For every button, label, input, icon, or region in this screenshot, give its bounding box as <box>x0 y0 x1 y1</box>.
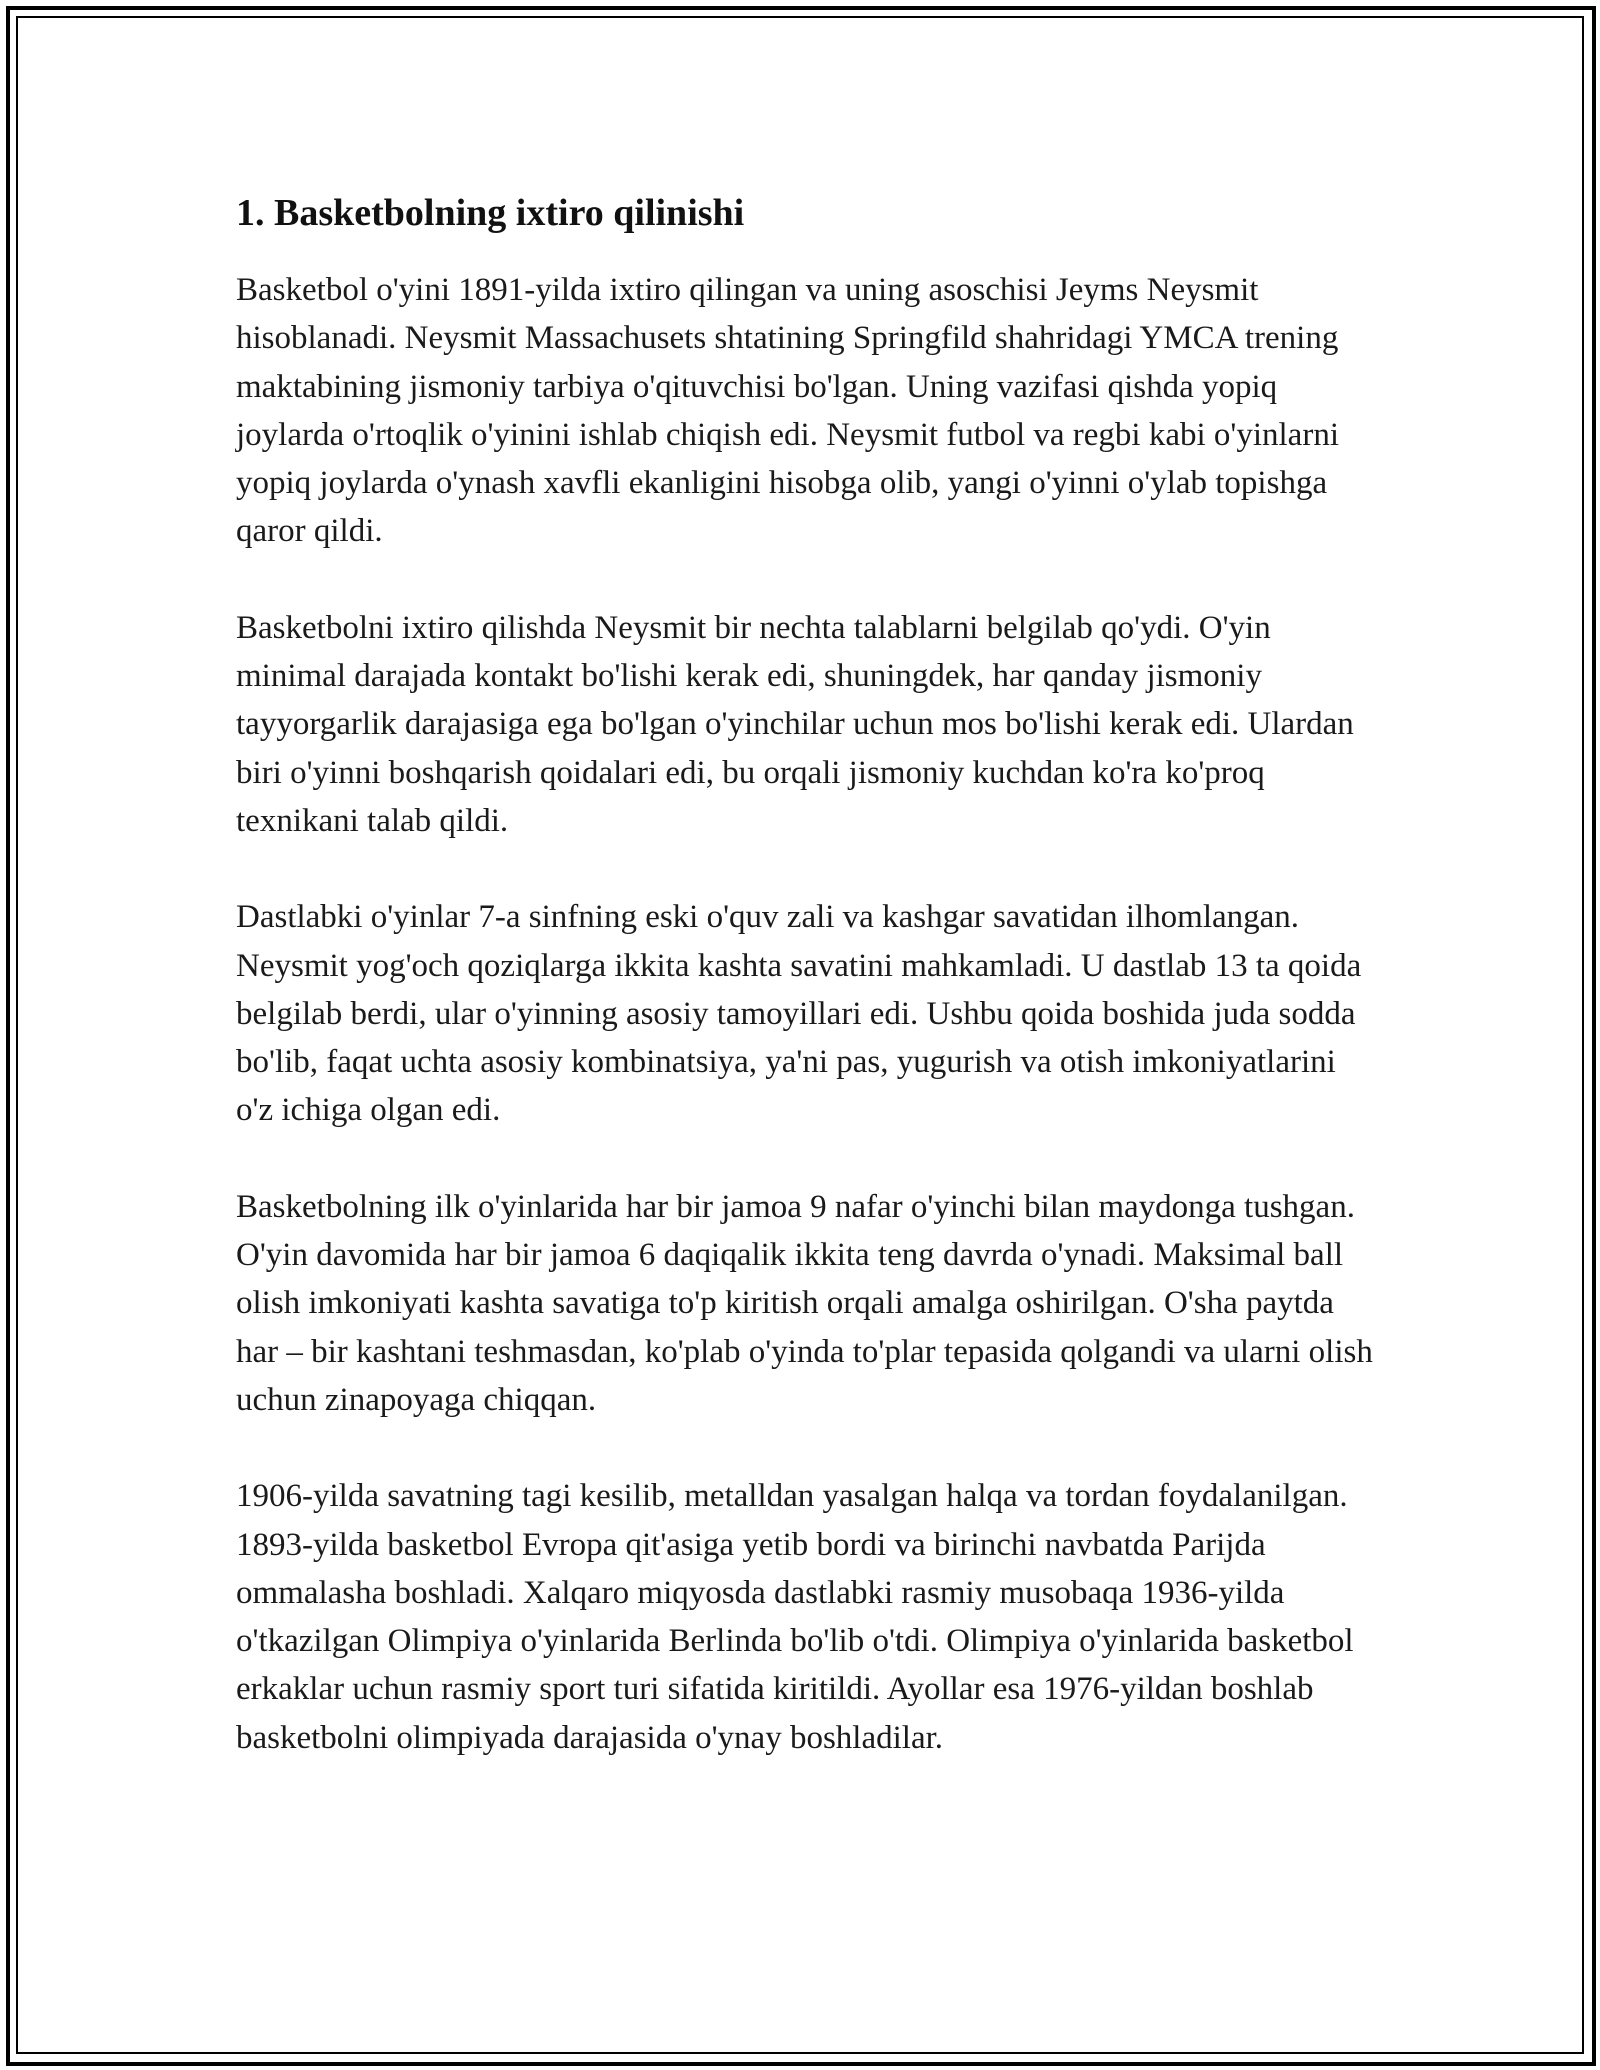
paragraph-invention: Basketbol o'yini 1891-yilda ixtiro qilingan va uning asoschisi Jeyms Neysmit hisoblanadi. Neysmit Massachusets shtatining Springfild shahridagi YMCA trening maktabining jismoniy tarbiya o'qituvchisi bo'lgan. Uning vazifasi qishda yopiq joylarda o'rtoqlik o'yinini ishlab chiqish edi. Neysmit futbol va regbi kabi o'yinlarni yopiq joylarda o'ynash xavfli ekanligini hisobga olib, yangi o'yinni o'ylab topishga qaror qildi. <box>236 272 1339 550</box>
section-heading: 1. Basketbolning ixtiro qilinishi <box>236 192 745 234</box>
paragraph-requirements: Basketbolni ixtiro qilishda Neysmit bir nechta talablarni belgilab qo'ydi. O'yin minimal darajada kontakt bo'lishi kerak edi, shuningdek, har qanday jismoniy tayyorgarlik darajasiga ega bo'lgan o'yinchilar uchun mos bo'lishi kerak edi. Ulardan biri o'yinni boshqarish qoidalari edi, bu orqali jismoniy kuchdan ko'ra ko'proq texnikani talab qildi. <box>236 609 1354 839</box>
paragraph-early-teams: Basketbolning ilk o'yinlarida har bir jamoa 9 nafar o'yinchi bilan maydonga tushgan. O'yin davomida har bir jamoa 6 daqiqalik ikkita teng davrda o'ynadi. Maksimal ball olish imkoniyati kashta savatiga to'p kiritish orqali amalga oshirilgan. O'sha paytda har – bir kashtani teshmasdan, ko'plab o'yinda to'plar tepasida qolgandi va ularni olish uchun zinapoyaga chiqqan. <box>236 1188 1373 1418</box>
paragraph-first-games: Dastlabki o'yinlar 7-a sinfning eski o'quv zali va kashgar savatidan ilhomlangan. Neysmit yog'och qoziqlarga ikkita kashta savatini mahkamladi. U dastlab 13 ta qoida belgilab berdi, ular o'yinning asosiy tamoyillari edi. Ushbu qoida boshida juda sodda bo'lib, faqat uchta asosiy kombinatsiya, ya'ni pas, yugurish va otish imkoniyatlarini o'z ichiga olgan edi. <box>236 899 1362 1129</box>
paragraph-history: 1906-yilda savatning tagi kesilib, metalldan yasalgan halqa va tordan foydalanilgan. 1893-yilda basketbol Evropa qit'asiga yetib bordi va birinchi navbatda Parijda ommalasha boshladi. Xalqaro miqyosda dastlabki rasmiy musobaqa 1936-yilda o'tkazilgan Olimpiya o'yinlarida Berlinda bo'lib o'tdi. Olimpiya o'yinlarida basketbol erkaklar uchun rasmiy sport turi sifatida kiritildi. Ayollar esa 1976-yildan boshlab basketbolni olimpiyada darajasida o'ynay boshladilar. <box>236 1478 1354 1756</box>
document-body <box>236 186 1376 1810</box>
